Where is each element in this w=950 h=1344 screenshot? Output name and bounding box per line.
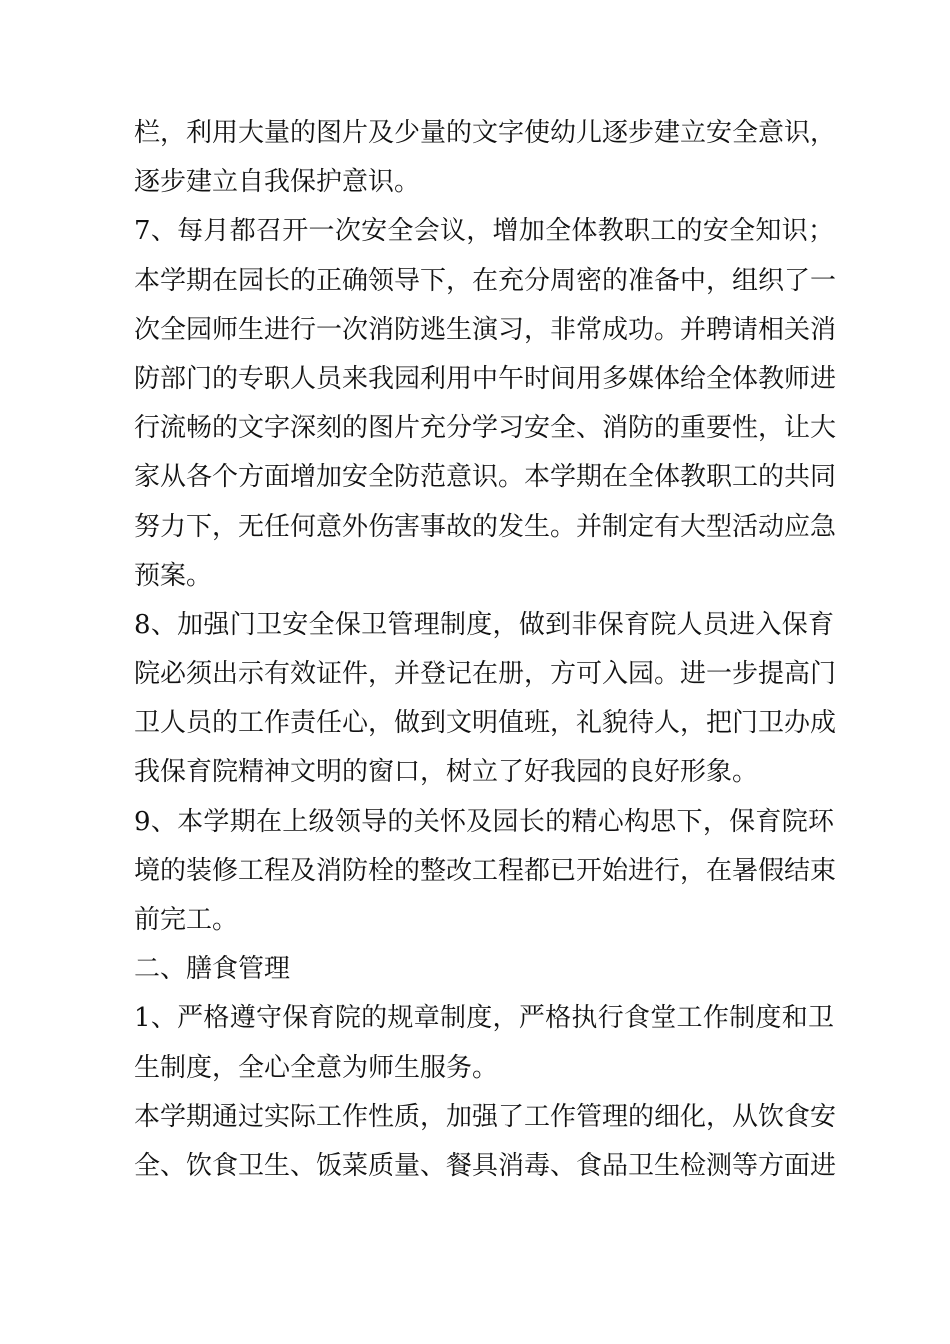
text-line: 逐步建立自我保护意识。	[134, 167, 421, 198]
text-line: 防部门的专职人员来我园利用中午时间用多媒体给全体教师进	[134, 363, 837, 394]
text-line: 1、严格遵守保育院的规章制度，严格执行食堂工作制度和卫	[134, 1003, 834, 1034]
body-text	[134, 109, 837, 1191]
text-line: 7、每月都召开一次安全会议，增加全体教职工的安全知识；	[134, 216, 834, 247]
text-line: 8、加强门卫安全保卫管理制度，做到非保育院人员进入保育	[134, 609, 834, 640]
text-line: 本学期通过实际工作性质，加强了工作管理的细化，从饮食安	[134, 1101, 837, 1132]
text-line: 全、饮食卫生、饭菜质量、餐具消毒、食品卫生检测等方面进	[134, 1150, 837, 1181]
text-line: 卫人员的工作责任心，做到文明值班，礼貌待人，把门卫办成	[134, 708, 837, 739]
text-line: 生制度，全心全意为师生服务。	[134, 1052, 499, 1083]
text-line: 境的装修工程及消防栓的整改工程都已开始进行，在暑假结束	[134, 855, 837, 886]
text-line: 次全园师生进行一次消防逃生演习，非常成功。并聘请相关消	[134, 314, 837, 345]
text-line: 本学期在园长的正确领导下，在充分周密的准备中，组织了一	[134, 265, 837, 296]
text-line: 我保育院精神文明的窗口，树立了好我园的良好形象。	[134, 757, 759, 788]
text-line: 院必须出示有效证件，并登记在册，方可入园。进一步提高门	[134, 659, 837, 690]
section-heading: 二、膳食管理	[134, 954, 291, 985]
text-line: 栏，利用大量的图片及少量的文字使幼儿逐步建立安全意识，	[134, 118, 837, 148]
text-line: 努力下，无任何意外伤害事故的发生。并制定有大型活动应急	[134, 511, 837, 542]
text-line: 9、本学期在上级领导的关怀及园长的精心构思下，保育院环	[134, 806, 834, 837]
text-line: 家从各个方面增加安全防范意识。本学期在全体教职工的共同	[134, 462, 837, 493]
text-line: 行流畅的文字深刻的图片充分学习安全、消防的重要性，让大	[134, 413, 837, 444]
text-line: 预案。	[134, 560, 213, 591]
text-line: 前完工。	[134, 905, 239, 935]
